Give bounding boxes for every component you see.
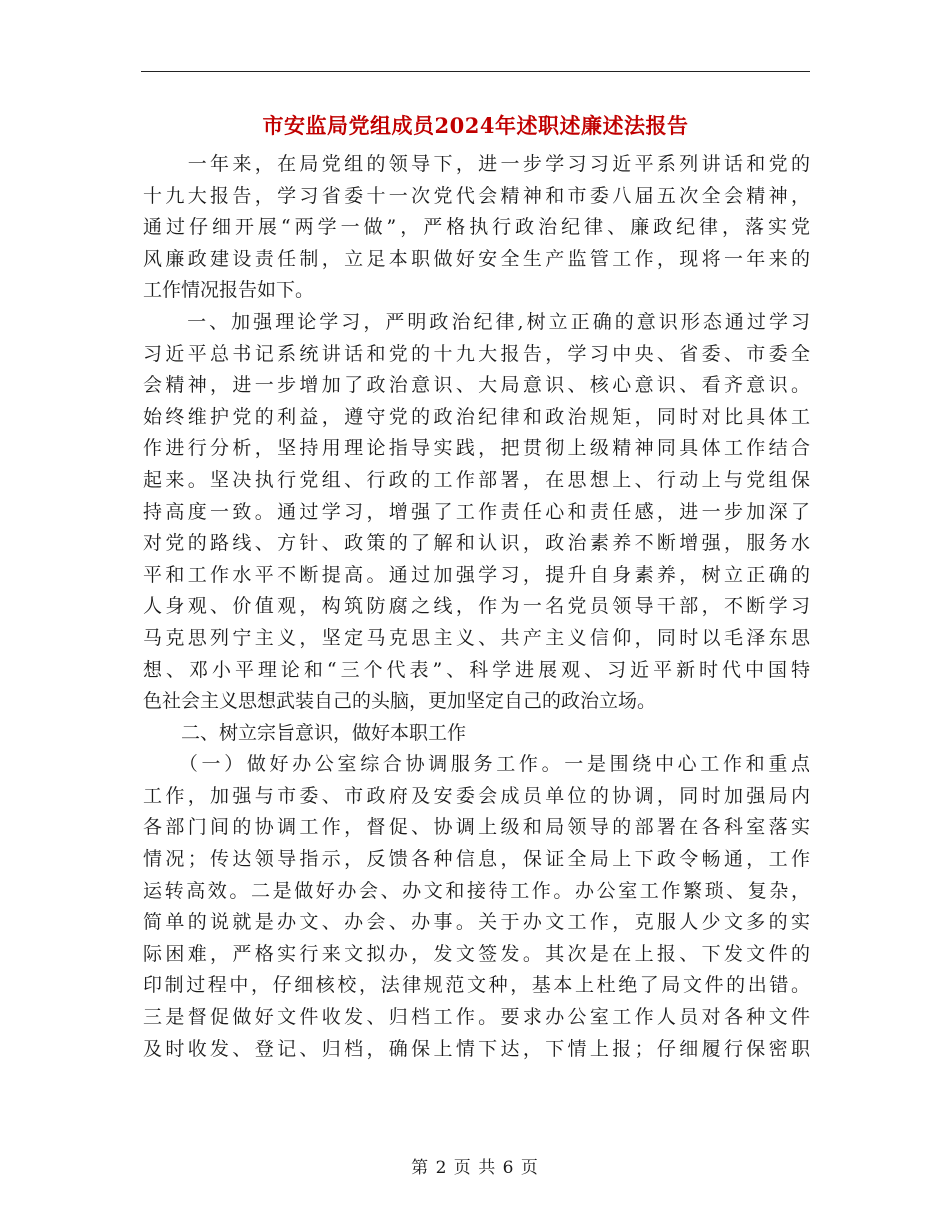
text-line: 人身观、价值观，构筑防腐之线，作为一名党员领导干部，不断学习 — [143, 595, 810, 618]
document-body — [143, 149, 810, 1065]
text-line: 及时收发、登记、归档，确保上情下达，下情上报；仔细履行保密职 — [143, 1037, 810, 1060]
text-line: （一）做好办公室综合协调服务工作。一是围绕中心工作和重点 — [143, 753, 810, 776]
text-line: 际困难，严格实行来文拟办，发文签发。其次是在上报、下发文件的 — [143, 942, 810, 965]
text-line: 想、邓小平理论和“三个代表”、科学进展观、习近平新时代中国特 — [143, 658, 810, 681]
text-line: 对党的路线、方针、政策的了解和认识，政治素养不断增强，服务水 — [143, 532, 810, 555]
text-line: 马克思列宁主义，坚定马克思主义、共产主义信仰，同时以毛泽东思 — [143, 626, 810, 649]
text-line: 风廉政建设责任制，立足本职做好安全生产监管工作，现将一年来的 — [143, 247, 810, 270]
document-title: 市安监局党组成员2024年述职述廉述法报告 — [262, 113, 689, 138]
text-line: 持高度一致。通过学习，增强了工作责任心和责任感，进一步加深了 — [143, 500, 810, 523]
text-line: 各部门间的协调工作，督促、协调上级和局领导的部署在各科室落实 — [143, 816, 810, 839]
text-line: 色社会主义思想武装自己的头脑，更加坚定自己的政治立场。 — [143, 690, 657, 713]
text-line: 印制过程中，仔细核校，法律规范文种，基本上杜绝了局文件的出错。 — [143, 974, 810, 997]
text-line: 起来。坚决执行党组、行政的工作部署，在思想上、行动上与党组保 — [143, 468, 810, 491]
text-line: 十九大报告，学习省委十一次党代会精神和市委八届五次全会精神， — [143, 184, 810, 207]
text-line: 运转高效。二是做好办会、办文和接待工作。办公室工作繁琐、复杂， — [143, 879, 810, 902]
text-line: 一年来，在局党组的领导下，进一步学习习近平系列讲话和党的 — [143, 153, 810, 175]
text-line: 工作情况报告如下。 — [143, 279, 315, 302]
text-line: 三是督促做好文件收发、归档工作。要求办公室工作人员对各种文件 — [143, 1006, 810, 1029]
text-line: 情况；传达领导指示，反馈各种信息，保证全局上下政令畅通，工作 — [143, 848, 810, 871]
text-line: 二、树立宗旨意识，做好本职工作 — [143, 721, 467, 744]
page-number: 第 2 页 共 6 页 — [411, 1158, 539, 1178]
text-line: 工作，加强与市委、市政府及安委会成员单位的协调，同时加强局内 — [143, 784, 810, 807]
text-line: 作进行分析，坚持用理论指导实践，把贯彻上级精神同具体工作结合 — [143, 437, 810, 460]
text-line: 简单的说就是办文、办会、办事。关于办文工作，克服人少文多的实 — [143, 911, 810, 934]
text-line: 会精神，进一步增加了政治意识、大局意识、核心意识、看齐意识。 — [143, 374, 810, 397]
text-line: 始终维护党的利益，遵守党的政治纪律和政治规矩，同时对比具体工 — [143, 405, 810, 428]
text-line: 通过仔细开展“两学一做”，严格执行政治纪律、廉政纪律，落实党 — [143, 216, 810, 239]
text-line: 平和工作水平不断提高。通过加强学习，提升自身素养，树立正确的 — [143, 563, 810, 586]
text-line: 习近平总书记系统讲话和党的十九大报告，学习中央、省委、市委全 — [143, 342, 810, 365]
header-rule — [141, 71, 810, 72]
text-line: 一、加强理论学习，严明政治纪律,树立正确的意识形态通过学习 — [143, 310, 810, 333]
